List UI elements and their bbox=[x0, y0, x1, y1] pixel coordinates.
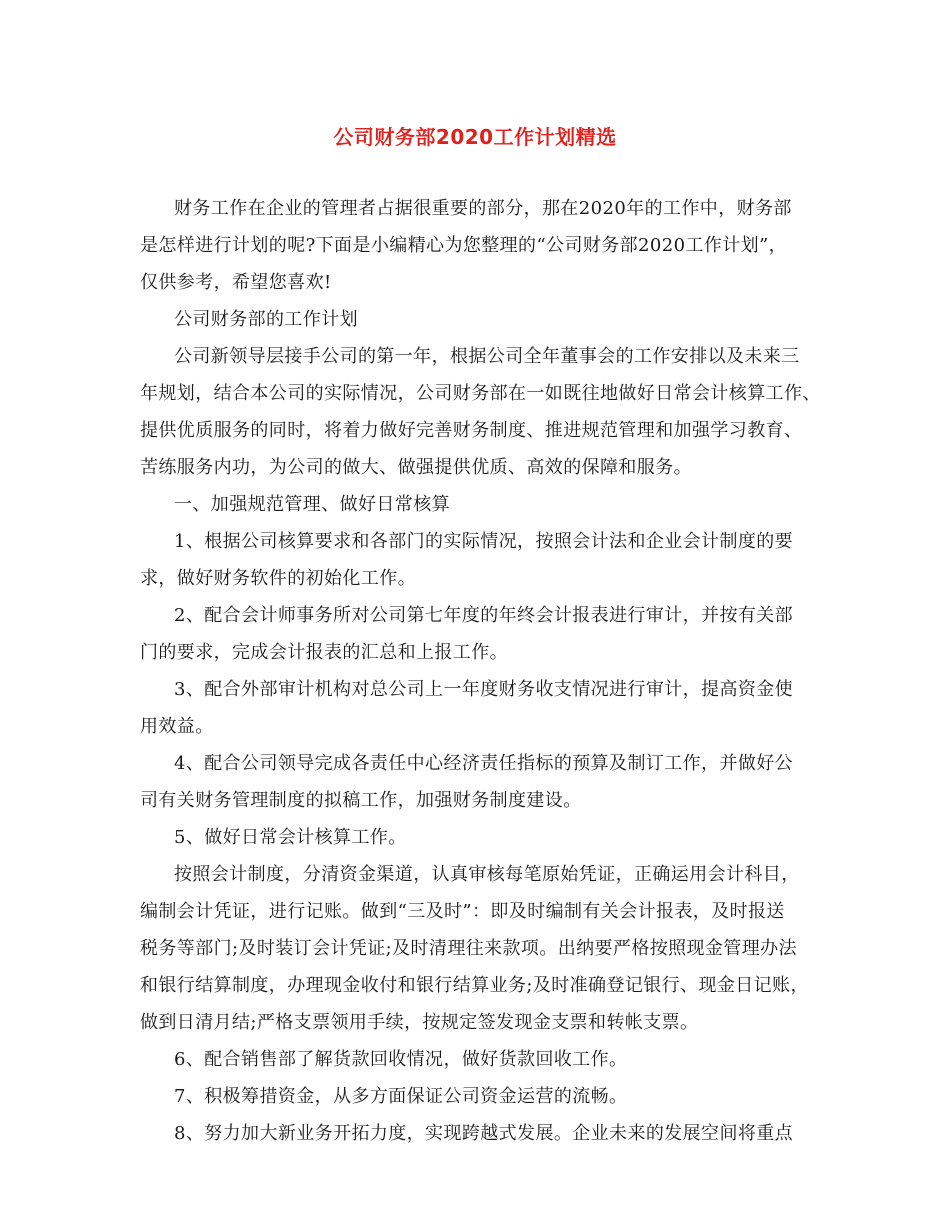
text-line: 8、努力加大新业务开拓力度，实现跨越式发展。企业未来的发展空间将重点 bbox=[174, 1123, 794, 1144]
text-line: 做到日清月结;严格支票领用手续，按规定签发现金支票和转帐支票。 bbox=[140, 1012, 699, 1033]
text-line: 是怎样进行计划的呢?下面是小编精心为您整理的“公司财务部2020工作计划”， bbox=[140, 235, 788, 256]
text-line: 5、做好日常会计核算工作。 bbox=[174, 827, 407, 848]
text-line: 提供优质服务的同时，将着力做好完善财务制度、推进规范管理和加强学习教育、 bbox=[140, 420, 803, 441]
text-line: 年规划，结合本公司的实际情况，公司财务部在一如既往地做好日常会计核算工作、 bbox=[140, 383, 821, 404]
page-title: 公司财务部2020工作计划精选 bbox=[333, 125, 617, 149]
text-line: 一、加强规范管理、做好日常核算 bbox=[174, 494, 450, 515]
text-line: 3、配合外部审计机构对总公司上一年度财务收支情况进行审计，提高资金使 bbox=[174, 679, 794, 700]
text-line: 和银行结算制度，办理现金收付和银行结算业务;及时准确登记银行、现金日记账， bbox=[140, 975, 809, 996]
text-line: 税务等部门;及时装订会计凭证;及时清理往来款项。出纳要严格按照现金管理办法 bbox=[140, 938, 797, 959]
text-line: 用效益。 bbox=[140, 716, 214, 737]
text-line: 司有关财务管理制度的拟稿工作，加强财务制度建设。 bbox=[140, 790, 582, 811]
text-line: 2、配合会计师事务所对公司第七年度的年终会计报表进行审计，并按有关部 bbox=[174, 605, 794, 626]
text-line: 求，做好财务软件的初始化工作。 bbox=[140, 568, 416, 589]
text-line: 公司新领导层接手公司的第一年，根据公司全年董事会的工作安排以及未来三 bbox=[174, 346, 800, 367]
text-line: 财务工作在企业的管理者占据很重要的部分，那在2020年的工作中，财务部 bbox=[174, 198, 792, 219]
body-text bbox=[140, 190, 820, 1152]
text-line: 按照会计制度，分清资金渠道，认真审核每笔原始凭证，正确运用会计科目， bbox=[174, 864, 800, 885]
text-line: 4、配合公司领导完成各责任中心经济责任指标的预算及制订工作，并做好公 bbox=[174, 753, 794, 774]
text-line: 苦练服务内功，为公司的做大、做强提供优质、高效的保障和服务。 bbox=[140, 457, 692, 478]
text-line: 编制会计凭证，进行记账。做到“三及时”：即及时编制有关会计报表，及时报送 bbox=[140, 901, 785, 922]
text-line: 1、根据公司核算要求和各部门的实际情况，按照会计法和企业会计制度的要 bbox=[174, 531, 794, 552]
text-line: 仅供参考，希望您喜欢! bbox=[140, 272, 332, 293]
text-line: 公司财务部的工作计划 bbox=[174, 309, 358, 330]
text-line: 门的要求，完成会计报表的汇总和上报工作。 bbox=[140, 642, 508, 663]
text-line: 6、配合销售部了解货款回收情况，做好货款回收工作。 bbox=[174, 1049, 628, 1070]
text-line: 7、积极筹措资金，从多方面保证公司资金运营的流畅。 bbox=[174, 1086, 628, 1107]
